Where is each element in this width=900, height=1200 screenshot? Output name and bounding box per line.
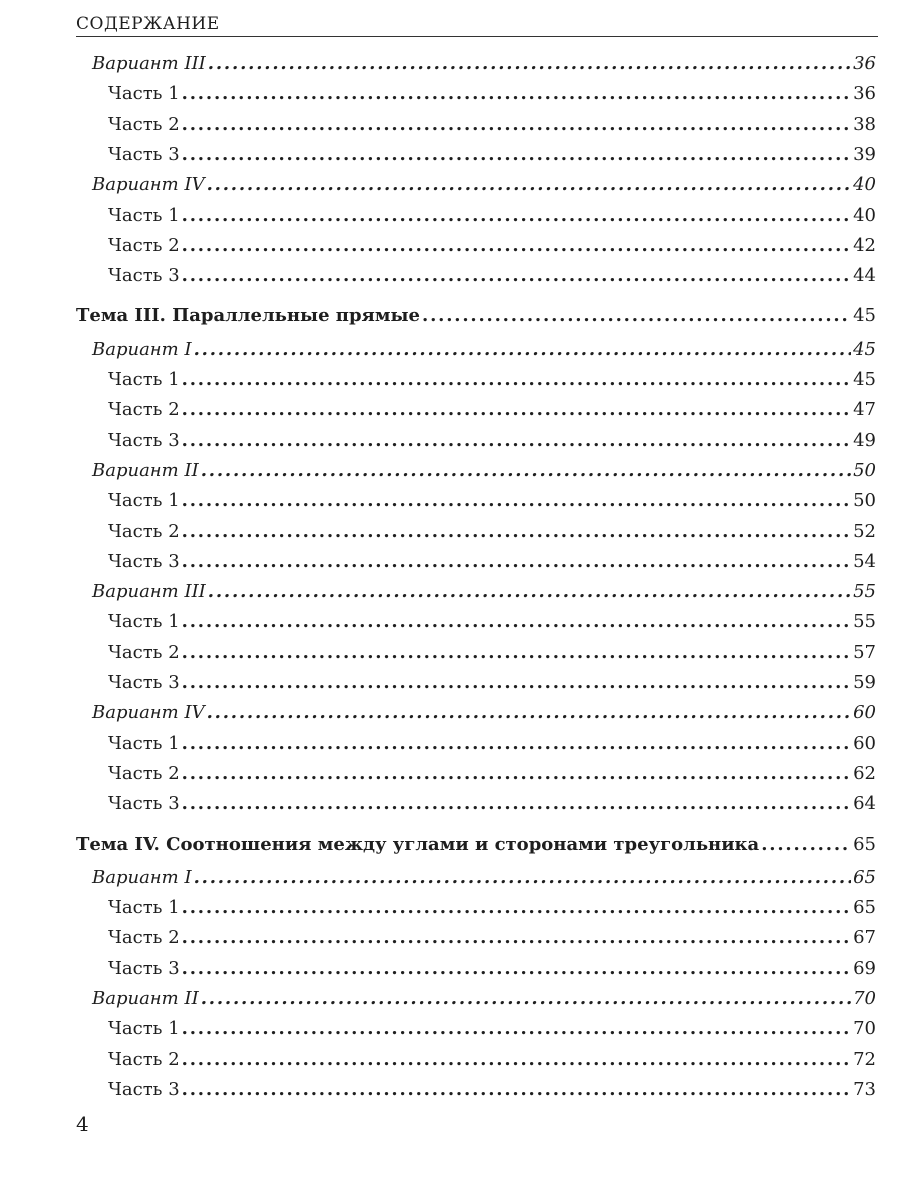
toc-entry-page: 59 [853, 672, 876, 693]
toc-entry-label: Часть 1 [108, 83, 180, 105]
dot-leader [182, 110, 851, 140]
dot-leader [182, 1014, 851, 1044]
toc-entry-page: 45 [853, 305, 876, 327]
toc-entry-part [108, 759, 876, 789]
toc-entry-label: Часть 3 [108, 429, 180, 451]
toc-entry-part [108, 110, 876, 140]
dot-leader [182, 789, 851, 819]
toc-entry-page: 65 [853, 833, 876, 855]
toc-entry-part [108, 638, 876, 668]
toc-entry-page: 45 [853, 369, 876, 390]
toc-entry-label: Тема III. Параллельные прямые [76, 305, 420, 327]
toc-entry-part [108, 893, 876, 923]
toc-entry-part [108, 426, 876, 456]
dot-leader [761, 830, 851, 860]
toc-entry-label: Часть 3 [108, 957, 180, 979]
dot-leader [182, 261, 851, 291]
dot-leader [182, 1045, 851, 1075]
toc-entry-variant [92, 335, 876, 365]
toc-entry-label: Часть 3 [108, 143, 180, 165]
toc-entry-label: Часть 2 [108, 399, 180, 421]
toc-entry-label: Часть 3 [108, 550, 180, 572]
toc-entry-label: Часть 3 [108, 1078, 180, 1100]
toc-entry-label: Часть 2 [108, 1048, 180, 1070]
toc-entry-variant [92, 577, 876, 607]
dot-leader [182, 201, 851, 231]
dot-leader [208, 577, 851, 607]
dot-leader [182, 426, 851, 456]
toc-entry-variant [92, 698, 876, 728]
dot-leader [207, 170, 852, 200]
dot-leader [182, 954, 851, 984]
toc-entry-page: 67 [853, 927, 876, 949]
toc-entry-part [108, 923, 876, 953]
toc-entry-page: 70 [853, 988, 876, 1009]
toc-entry-label: Часть 3 [108, 793, 180, 815]
toc-entry-page: 40 [853, 174, 876, 196]
dot-leader [182, 365, 851, 395]
toc-entry-page: 70 [853, 1018, 876, 1040]
toc-entry-variant [92, 863, 876, 893]
dot-leader [182, 486, 851, 516]
dot-leader [422, 301, 851, 331]
toc-entry-label: Вариант I [92, 866, 192, 888]
toc-entry-label: Вариант III [92, 581, 206, 603]
toc-entry-part [108, 395, 876, 425]
toc-entry-page: 39 [853, 143, 876, 165]
toc-entry-label: Часть 2 [108, 234, 180, 256]
toc-entry-variant [92, 49, 876, 79]
toc-entry-part [108, 486, 876, 516]
toc-entry-page: 45 [853, 338, 876, 360]
toc-entry-page: 54 [853, 550, 876, 572]
dot-leader [182, 638, 851, 668]
toc-entry-label: Часть 1 [108, 1018, 180, 1040]
toc-entry-part [108, 547, 876, 577]
toc-entry-page: 36 [853, 83, 876, 105]
toc-entry-label: Вариант IV [92, 702, 205, 724]
toc-entry-part [108, 231, 876, 261]
dot-leader [182, 923, 851, 953]
toc-entry-label: Тема IV. Соотношения между углами и сторонами треугольника [76, 833, 760, 855]
toc-entry-label: Часть 1 [108, 897, 180, 919]
toc-entry-part [108, 140, 876, 170]
toc-entry-label: Часть 1 [108, 369, 180, 390]
toc-entry-page: 65 [853, 866, 876, 888]
toc-entry-page: 55 [853, 581, 876, 603]
toc-entry-part [108, 1075, 876, 1105]
toc-entry-page: 42 [853, 234, 876, 256]
toc-entry-label: Часть 1 [108, 490, 180, 512]
dot-leader [201, 984, 851, 1014]
toc-entry-page: 47 [853, 399, 876, 421]
dot-leader [182, 517, 851, 547]
toc-entry-page: 38 [853, 113, 876, 135]
toc-entry-part [108, 201, 876, 231]
dot-leader [201, 456, 851, 486]
toc-entry-label: Часть 2 [108, 762, 180, 784]
toc-entry-page: 44 [853, 265, 876, 287]
dot-leader [182, 893, 851, 923]
toc-entry-label: Часть 1 [108, 611, 180, 633]
dot-leader [182, 668, 851, 698]
toc-entry-page: 60 [853, 732, 876, 754]
toc-entry-page: 60 [853, 702, 876, 724]
toc-entry-label: Вариант III [92, 53, 206, 74]
running-header: СОДЕРЖАНИЕ [76, 14, 878, 37]
toc-entry-page: 36 [853, 53, 876, 74]
toc-entry-part [108, 789, 876, 819]
toc-entry-label: Часть 2 [108, 520, 180, 542]
dot-leader [208, 49, 851, 79]
toc-entry-label: Часть 1 [108, 732, 180, 754]
dot-leader [182, 395, 851, 425]
toc-entry-page: 50 [853, 490, 876, 512]
toc-entry-label: Часть 1 [108, 204, 180, 226]
toc-entry-label: Часть 3 [108, 672, 180, 693]
toc-entry-part [108, 954, 876, 984]
dot-leader [194, 335, 852, 365]
toc-entry-page: 62 [853, 762, 876, 784]
toc-entry-variant [92, 984, 876, 1014]
dot-leader [182, 759, 851, 789]
dot-leader [194, 863, 852, 893]
toc-entry-label: Часть 2 [108, 113, 180, 135]
dot-leader [182, 140, 851, 170]
dot-leader [182, 231, 851, 261]
toc-entry-label: Вариант II [92, 988, 199, 1009]
dot-leader [182, 729, 851, 759]
page-number: 4 [76, 1112, 89, 1136]
toc-entry-page: 52 [853, 520, 876, 542]
toc-entry-page: 49 [853, 429, 876, 451]
toc-entry-part [108, 261, 876, 291]
toc-entry-label: Вариант IV [92, 174, 205, 196]
toc-entry-page: 65 [853, 897, 876, 919]
toc-entry-label: Часть 2 [108, 641, 180, 663]
toc-entry-part [108, 729, 876, 759]
dot-leader [182, 547, 851, 577]
toc-entry-part [108, 79, 876, 109]
toc-entry-label: Вариант II [92, 459, 199, 481]
dot-leader [182, 607, 851, 637]
toc-entry-page: 64 [853, 793, 876, 815]
dot-leader [207, 698, 852, 728]
toc-entry-page: 57 [853, 641, 876, 663]
toc-entry-label: Вариант I [92, 338, 192, 360]
toc-entry-variant [92, 170, 876, 200]
toc-entry-part [108, 1014, 876, 1044]
toc-entry-variant [92, 456, 876, 486]
toc-entry-page: 50 [853, 459, 876, 481]
toc-entry-part [108, 517, 876, 547]
toc-entry-page: 72 [853, 1048, 876, 1070]
toc-entry-part [108, 1045, 876, 1075]
dot-leader [182, 1075, 851, 1105]
toc-entry-page: 55 [853, 611, 876, 633]
toc-entry-part [108, 365, 876, 395]
toc-entry-topic [76, 830, 876, 860]
dot-leader [182, 79, 851, 109]
toc-entry-topic [76, 301, 876, 331]
toc-entry-part [108, 607, 876, 637]
toc-entry-page: 40 [853, 204, 876, 226]
toc-entry-part [108, 668, 876, 698]
toc-entry-label: Часть 3 [108, 265, 180, 287]
toc-entry-label: Часть 2 [108, 927, 180, 949]
toc-entry-page: 69 [853, 957, 876, 979]
toc-entry-page: 73 [853, 1078, 876, 1100]
